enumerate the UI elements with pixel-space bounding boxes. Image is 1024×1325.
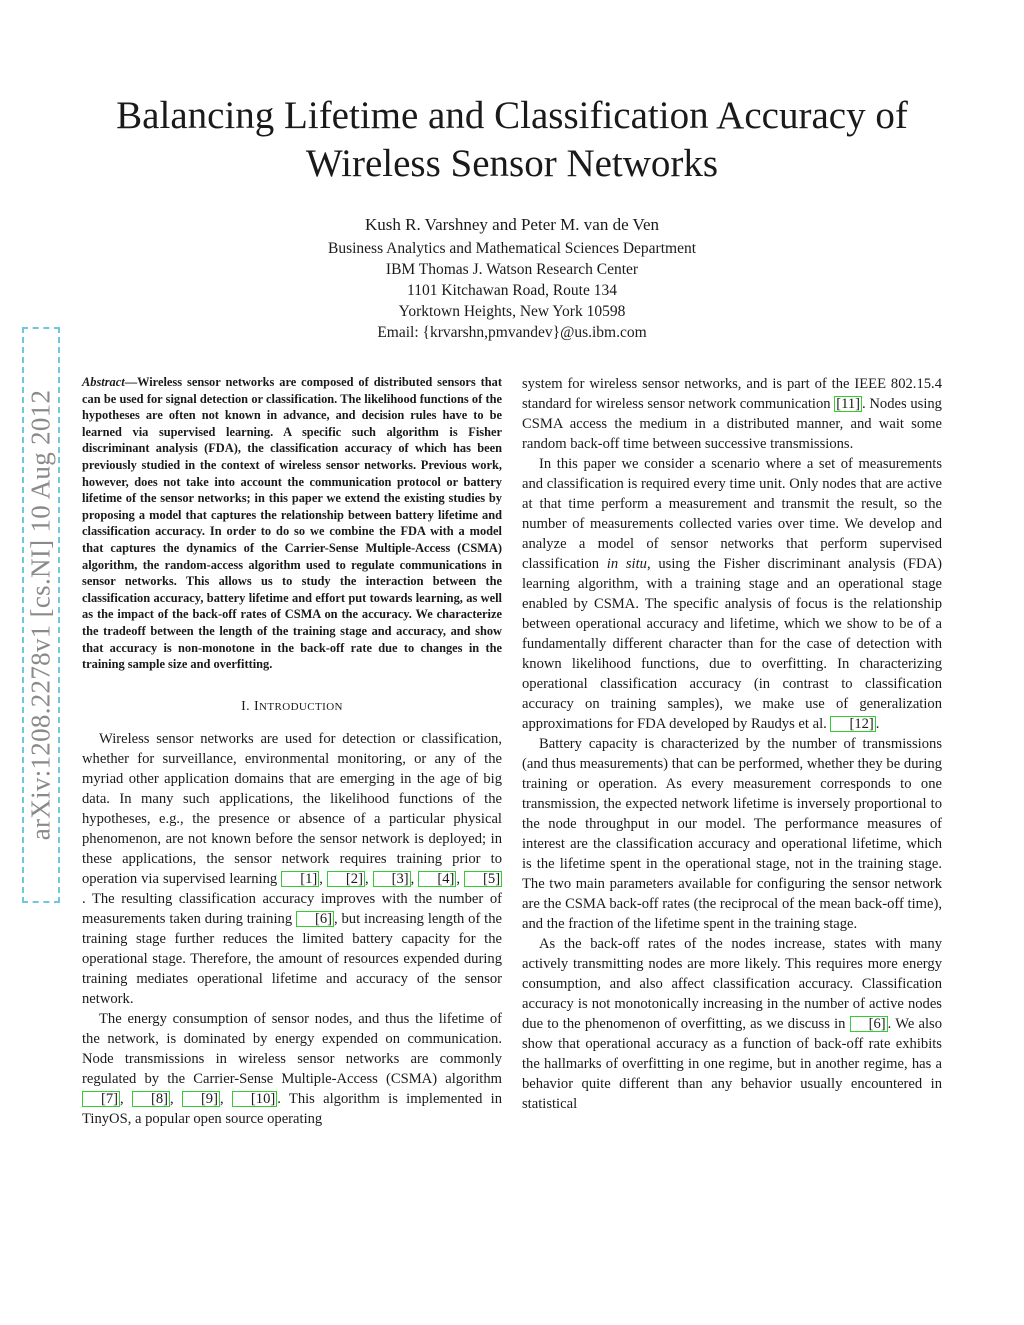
text-run: , but increasing length of the training stage further reduces the limited battery capacity for the operational stage. Therefore, the amount of resources expended during training mediates operational lifetime and accuracy of the sensor network.	[82, 910, 502, 1007]
intro-paragraph-2	[82, 1009, 502, 1129]
author-center: IBM Thomas J. Watson Research Center	[385, 261, 639, 278]
right-paragraph-3: Battery capacity is characterized by the number of transmissions (and thus measurements) that can be performed, whether they be during training or operation. As every measurement corresponds to one transmission, the expected network lifetime is inversely proportional to the node throughput in our model. The performance measures of interest are the classification accuracy and operational lifetime, which is the lifetime spent in the operational stage, not in the training stage. The two main parameters available for configuring the sensor network are the CSMA back-off rates (the reciprocal of the mean back-off time), and the fraction of the lifetime spent in the training stage.	[522, 736, 942, 932]
section-heading-introduction	[82, 699, 502, 715]
citation-link[interactable]: [8]	[132, 1091, 170, 1107]
text-run: ,	[120, 1090, 132, 1107]
citation-link[interactable]: [5]	[464, 871, 502, 887]
right-paragraph-1	[522, 374, 942, 454]
text-run: ,	[456, 870, 465, 887]
arxiv-stamp	[22, 327, 60, 903]
title-line-1: Balancing Lifetime and Classification Accuracy of	[116, 94, 908, 137]
text-run: . Nodes using CSMA access the medium in a distributed manner, and wait some random back-off time between successive transmissions.	[522, 396, 942, 452]
author-city: Yorktown Heights, New York 10598	[398, 303, 626, 320]
citation-link[interactable]: [1]	[281, 871, 319, 887]
citation-link[interactable]: [10]	[232, 1091, 277, 1107]
author-block	[160, 212, 864, 343]
citation-link[interactable]: [9]	[182, 1091, 220, 1107]
text-run: . We also show that operational accuracy as a function of back-off rate exhibits the hallmarks of overfitting in one regime, but in another regime, has a behavior quite different than any behavior usually encountered in statistical	[522, 1016, 942, 1112]
text-run: , using the Fisher discriminant analysis (FDA) learning algorithm, with a training stage and an operational stage enabled by CSMA. The specific analysis of focus is the relationship between operational accuracy and lifetime, which we show to be of a fundamentally different character than for the case of detection with known likelihood functions, due to overfitting. In characterizing operational classification accuracy (in contrast to classification accuracy on training samples), we make use of generalization approximations for FDA developed by Raudys et al.	[522, 556, 942, 732]
right-paragraph-4	[522, 934, 942, 1114]
text-run: system for wireless sensor networks, and is part of the IEEE 802.15.4 standard for wireless sensor network communication	[522, 376, 942, 412]
citation-link[interactable]: [7]	[82, 1091, 120, 1107]
right-paragraph-2	[522, 454, 942, 734]
author-street: 1101 Kitchawan Road, Route 134	[407, 282, 617, 299]
text-run: Wireless sensor networks are used for detection or classification, whether for surveillance, environmental monitoring, or any of the myriad other application domains that are emerging in the age of big data. In many such applications, the likelihood functions of the hypotheses, e.g., the presence or absence of a particular physical phenomenon, are not known before the sensor network is deployed; in these applications, the sensor network requires training prior to operation via supervised learning	[82, 730, 502, 887]
text-run: In this paper we consider a scenario where a set of measurements and classification is required every time unit. Only nodes that are active at that time perform a measurement and transmit the result, so the number of measurements collected varies over time. We develop and analyze a model of sensor networks that perform supervised classification	[522, 456, 942, 572]
right-column	[522, 374, 942, 1114]
text-run: . This algorithm is implemented in TinyOS, a popular open source operating	[82, 1090, 503, 1127]
left-column	[82, 374, 502, 1129]
section-title-initial: I	[253, 698, 260, 714]
text-run: As the back-off rates of the nodes increase, states with many actively transmitting nodes are more likely. This requires more energy consumption, and also affect classification accuracy. Classification accuracy is not monotonically increasing in the number of active nodes due to the phenomenon of overfitting, as we discuss in	[522, 936, 942, 1032]
text-run: ,	[319, 870, 327, 887]
abstract-label: Abstract	[82, 375, 125, 389]
intro-paragraph-1	[82, 729, 502, 1009]
abstract	[82, 374, 502, 673]
text-run: ,	[170, 1090, 182, 1107]
text-run: ,	[219, 1090, 232, 1107]
text-run: ,	[364, 870, 373, 887]
section-number: I.	[241, 698, 251, 714]
citation-link[interactable]: [6]	[296, 911, 334, 927]
citation-link[interactable]: [11]	[836, 396, 861, 412]
citation-link[interactable]: [4]	[418, 871, 456, 887]
italic-text: in situ	[606, 556, 647, 572]
citation-link[interactable]: [6]	[850, 1016, 888, 1032]
text-run: .	[875, 716, 880, 732]
citation-link[interactable]: [2]	[327, 871, 365, 887]
text-run: . The resulting classification accuracy improves with the number of measurements taken during training	[82, 890, 502, 927]
author-department: Business Analytics and Mathematical Sciences Department	[327, 240, 697, 257]
paper-title	[60, 92, 964, 188]
title-line-2: Wireless Sensor Networks	[305, 142, 719, 185]
section-title-rest: NTRODUCTION	[259, 700, 343, 713]
abstract-text: —Wireless sensor networks are composed of distributed sensors that can be used for signal detection or classification. The likelihood functions of the hypotheses are often not known in advance, and decision rules have to be learned via supervised learning. A specific such algorithm is Fisher discriminant analysis (FDA), the classification accuracy of which has been previously studied in the context of wireless sensor networks. Previous work, however, does not take into account the communication protocol or battery lifetime of the sensor networks; in this paper we extend the existing studies by proposing a model that captures the relationship between battery lifetime and classification accuracy. In order to do so we combine the FDA with a model that captures the dynamics of the Carrier-Sense Multiple-Access (CSMA) algorithm, the random-access algorithm used to regulate communications in sensor networks. This allows us to study the interaction between the classification accuracy, battery lifetime and effort put towards learning, as well as the impact of the back-off rates of CSMA on the accuracy. We characterize the tradeoff between the length of the training stage and accuracy, and show that accuracy is non-monotone in the back-off rate due to changes in the training sample size and overfitting.	[82, 375, 502, 672]
author-names: Kush R. Varshney and Peter M. van de Ven	[365, 215, 659, 234]
citation-link[interactable]: [3]	[373, 871, 411, 887]
text-run: The energy consumption of sensor nodes, and thus the lifetime of the network, is dominated by energy expended on communication. Node transmissions in wireless sensor networks are commonly regulated by the Carrier-Sense Multiple-Access (CSMA) algorithm	[82, 1010, 502, 1087]
text-run: ,	[410, 870, 419, 887]
author-email: Email: {krvarshn,pmvandev}@us.ibm.com	[377, 324, 647, 341]
arxiv-id: arXiv:1208.2278v1 [cs.NI] 10 Aug 2012	[25, 389, 56, 841]
citation-link[interactable]: [12]	[830, 716, 875, 732]
